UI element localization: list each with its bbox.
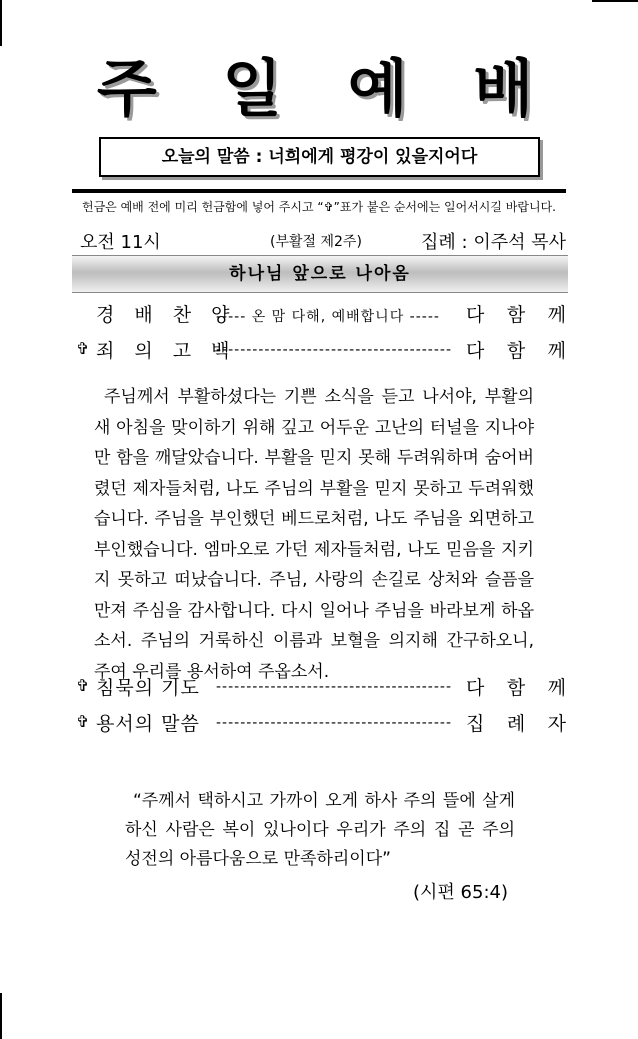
stand-cross-icon: ✞ [76, 676, 90, 695]
word-of-day: 오늘의 말씀 : 너희에게 평강이 있을지어다 [161, 147, 478, 167]
leader-char: 께 [547, 304, 566, 326]
order-item-absolution [76, 709, 566, 735]
word-of-day-box [99, 137, 540, 177]
leader-char: 께 [547, 677, 566, 699]
scripture-reference: (시편 65:4) [413, 882, 508, 903]
service-info [80, 228, 566, 252]
order-item-leader [466, 300, 566, 327]
order-item-leader [466, 709, 566, 736]
leader-char: 례 [506, 713, 526, 735]
crop-mark-top-right [592, 0, 638, 2]
order-item-label: 죄 의 고 백 [96, 340, 237, 362]
order-item-praise [76, 300, 566, 326]
crop-mark-top-left [0, 0, 2, 46]
leader-char: 께 [547, 340, 566, 362]
officiant: 집례 : 이주석 목사 [421, 232, 566, 253]
stand-cross-icon: ✞ [76, 339, 90, 358]
liturgical-season: (부활절 제2주) [270, 234, 362, 250]
order-item-detail: --------------------------------------- [216, 679, 453, 695]
leader-char: 함 [506, 340, 526, 362]
order-item-leader [466, 673, 566, 700]
order-item-confession [76, 336, 566, 362]
section-header [72, 255, 568, 293]
divider [72, 189, 566, 193]
order-item-detail: --------------------------------------- [216, 715, 453, 731]
leader-char: 다 [466, 340, 485, 362]
service-time: 오전 11시 [80, 232, 161, 253]
section-title: 하나님 앞으로 나아옴 [229, 264, 411, 284]
stand-cross-icon: ✞ [76, 712, 90, 731]
page-title: 주 일 예 배 [96, 52, 542, 125]
offering-notice: 헌금은 예배 전에 미리 헌금함에 넣어 주시고 “✞”표가 붙은 순서에는 일어서시길 바랍니다. [82, 200, 556, 214]
leader-char: 집 [466, 713, 485, 735]
order-item-leader [466, 336, 566, 363]
scripture-verse: “주께서 택하시고 가까이 오게 하사 주의 뜰에 살게 하신 사람은 복이 있나이다 우리가 주의 집 곧 주의 성전의 아름다움으로 만족하리이다” [125, 791, 515, 869]
leader-char: 함 [506, 677, 526, 699]
leader-char: 다 [466, 677, 485, 699]
leader-char: 자 [547, 713, 566, 735]
order-item-label: 용서의 말씀 [96, 713, 200, 735]
leader-char: 다 [466, 304, 485, 326]
order-item-detail: ----- 온 맘 다해, 예배합니다 ----- [216, 309, 440, 325]
crop-mark-bottom-left [0, 993, 2, 1039]
order-item-label: 침묵의 기도 [96, 677, 200, 699]
order-item-silent-prayer [76, 673, 566, 699]
order-item-detail: --------------------------------------- [216, 342, 453, 358]
leader-char: 함 [506, 304, 526, 326]
order-item-label: 경 배 찬 양 [96, 304, 237, 326]
confession-prayer: 주님께서 부활하셨다는 기쁜 소식을 듣고 나서야, 부활의 새 아침을 맞이하기 위해 깊고 어두운 고난의 터널을 지나야만 함을 깨달았습니다. 부활을 믿지 못해 두려워하며 숨어버렸던 제자들처럼, 나도 주님의 부활을 믿지 못하고 두려워했습니다. 주님을 부인했던 베드로처럼, 나도 주님을 외면하고 부인했습니다. 엠마오로 가던 제자들처럼, 나도 믿음을 지키지 못하고 떠났습니다. 주님, 사랑의 손길로 상처와 슬픔을 만져 주심을 감사합니다. 다시 일어나 주님을 바라보게 하옵소서. 주님의 거룩하신 이름과 보혈을 의지해 간구하오니, 주여 우리를 용서하여 주옵소서. [94, 387, 534, 682]
